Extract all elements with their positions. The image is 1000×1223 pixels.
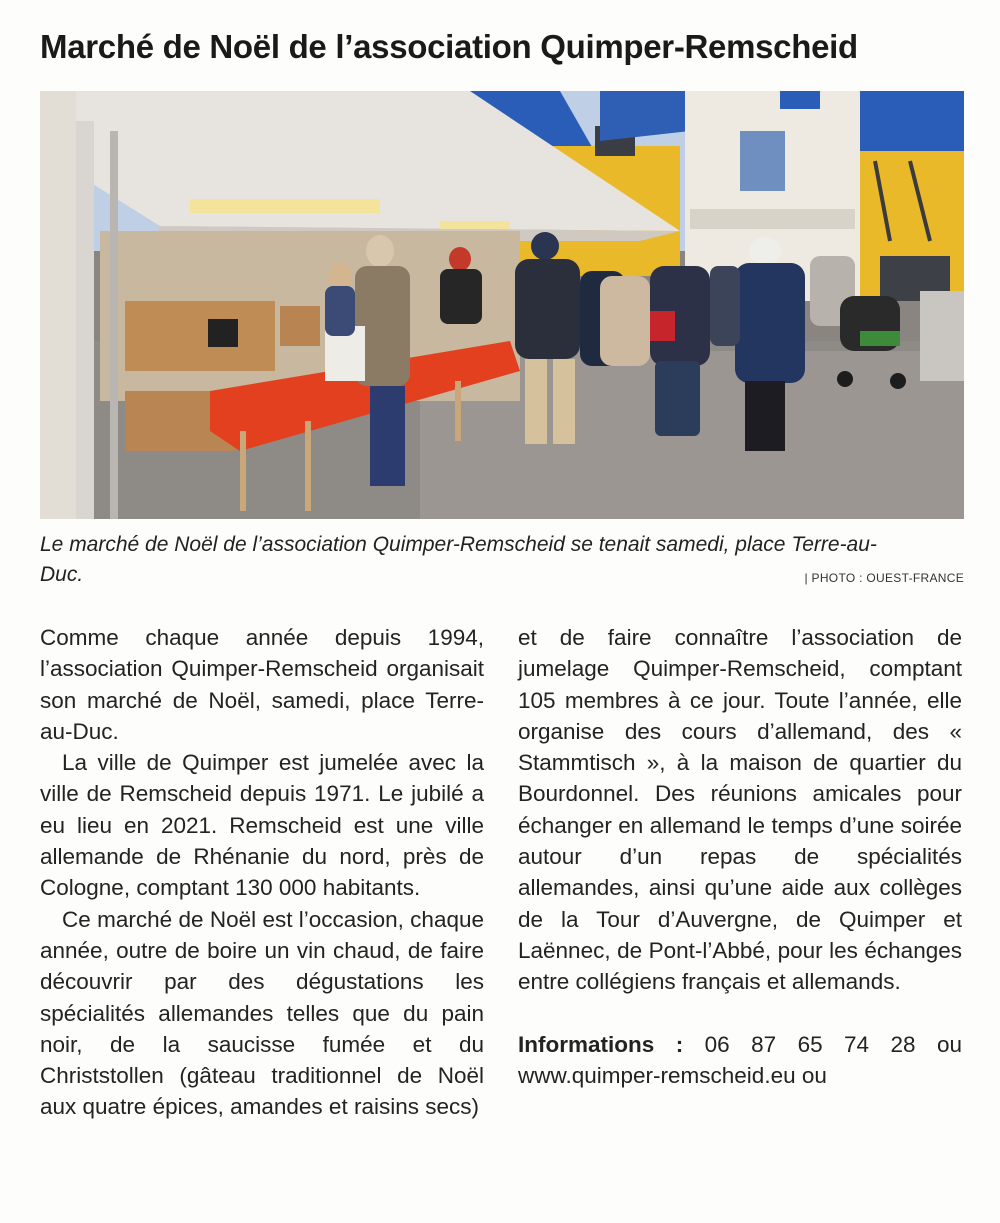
- paragraph: La ville de Quimper est jumelée avec la ville de Remscheid depuis 1971. Le jubilé a eu lieu en 2021. Remscheid est une ville allemande de Rhénanie du nord, près de Cologne, comptant 130 000 habitants.: [40, 750, 484, 901]
- article-photo: [40, 91, 964, 519]
- paragraph: Ce marché de Noël est l’occasion, chaque année, outre de boire un vin chaud, de faire découvrir par des dégustations les spécialités allemandes telles que du pain noir, de la saucisse fumée et du Christstollen (gâteau traditionnel de Noël aux quatre épices, amandes et raisins secs): [40, 906, 484, 1120]
- paragraph: Comme chaque année depuis 1994, l’association Quimper-Remscheid organisait son marché de Noël, samedi, place Terre-au-Duc.: [40, 625, 484, 744]
- photo-caption: Le marché de Noël de l’association Quimper-Remscheid se tenait samedi, place Terre-au-Duc.: [40, 533, 877, 586]
- info-text: 06 87 65 74 28 ou www.quimper-remscheid.eu ou: [518, 1031, 962, 1088]
- article-column-left: [40, 622, 484, 1123]
- paragraph: et de faire connaître l’association de jumelage Quimper-Remscheid, comptant 105 membres à ce jour. Toute l’année, elle organise des cours d’allemand, des « Stammtisch », à la maison de quartier du Bourdonnel. Des réunions amicales pour échanger en allemand le temps d’une soirée autour d’un repas de spécialités allemandes, ainsi qu’une aide aux collèges de la Tour d’Auvergne, de Quimper et Laënnec, de Pont-l’Abbé, pour les échanges entre collégiens français et allemands.: [518, 625, 962, 995]
- photo-credit: | PHOTO : OUEST-FRANCE: [804, 571, 964, 585]
- info-line: [518, 1029, 962, 1092]
- market-photo-illustration: [40, 91, 964, 519]
- info-label: Informations :: [518, 1031, 684, 1057]
- article-column-right: [518, 622, 962, 1091]
- article-headline: Marché de Noël de l’association Quimper-Remscheid: [40, 28, 858, 65]
